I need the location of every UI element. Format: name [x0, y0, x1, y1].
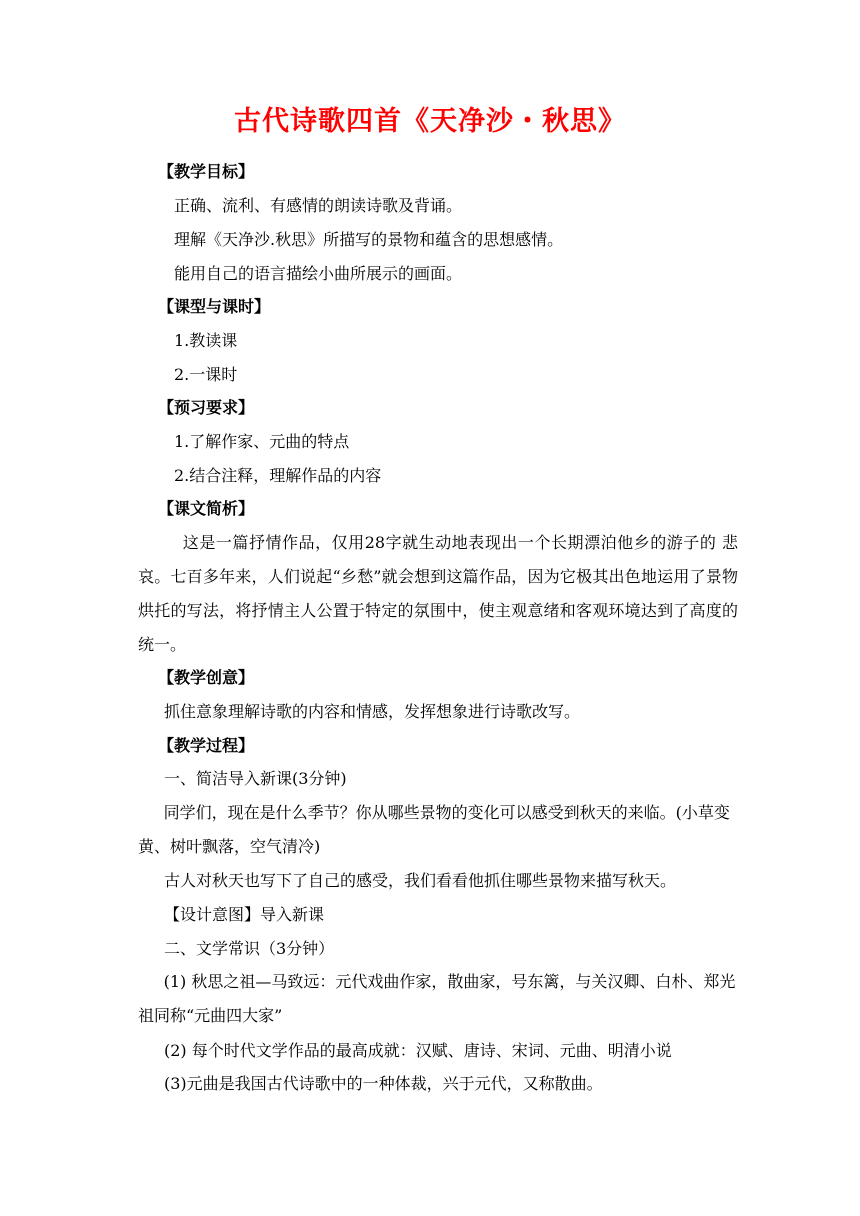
- prep-item: 1.了解作家、元曲的特点: [174, 432, 350, 451]
- section-heading-idea: 【教学创意】: [158, 668, 255, 687]
- section-heading-process: 【教学过程】: [158, 736, 255, 755]
- step-title: 二、文学常识（3分钟）: [164, 939, 335, 958]
- list-item: (2) 每个时代文学作品的最高成就：汉赋、唐诗、宋词、元曲、明清小说: [164, 1041, 672, 1060]
- prep-item: 2.结合注释，理解作品的内容: [174, 466, 382, 485]
- analysis-paragraph: 这是一篇抒情作品，仅用28字就生动地表现出一个长期漂泊他乡的游子的 悲哀。七百多年来，人们说起“乡愁”就会想到这篇作品，因为它极其出色地运用了景物烘托的写法，将抒情主人公置于特定的氛围中，使主观意绪和客观环境达到了高度的统一。: [138, 533, 738, 654]
- list-item: (3)元曲是我国古代诗歌中的一种体裁，兴于元代，又称散曲。: [164, 1074, 603, 1093]
- type-item: 2.一课时: [174, 365, 238, 384]
- step-title: 一、简洁导入新课(3分钟): [164, 769, 347, 788]
- section-heading-goals: 【教学目标】: [158, 162, 255, 181]
- goal-item: 理解《天净沙.秋思》所描写的景物和蕴含的思想感情。: [174, 230, 564, 249]
- step-paragraph: 古人对秋天也写下了自己的感受，我们看看他抓住哪些景物来描写秋天。: [164, 871, 677, 890]
- goal-item: 正确、流利、有感情的朗读诗歌及背诵。: [174, 196, 463, 215]
- goal-item: 能用自己的语言描绘小曲所展示的画面。: [174, 264, 463, 283]
- idea-text: 抓住意象理解诗歌的内容和情感，发挥想象进行诗歌改写。: [164, 702, 581, 721]
- type-item: 1.教读课: [174, 331, 238, 350]
- section-heading-analysis: 【课文简析】: [158, 499, 255, 518]
- section-heading-type: 【课型与课时】: [158, 297, 271, 316]
- step-paragraph: 同学们，现在是什么季节？你从哪些景物的变化可以感受到秋天的来临。(小草变黄、树叶飘落，空气清冷): [138, 803, 730, 856]
- document-title: 古代诗歌四首《天净沙・秋思》: [234, 106, 626, 137]
- design-intent: 【设计意图】导入新课: [164, 905, 325, 924]
- section-heading-prep: 【预习要求】: [158, 398, 255, 417]
- list-item: (1) 秋思之祖—马致远：元代戏曲作家，散曲家，号东篱，与关汉卿、白朴、郑光祖同称“元曲四大家”: [138, 972, 736, 1025]
